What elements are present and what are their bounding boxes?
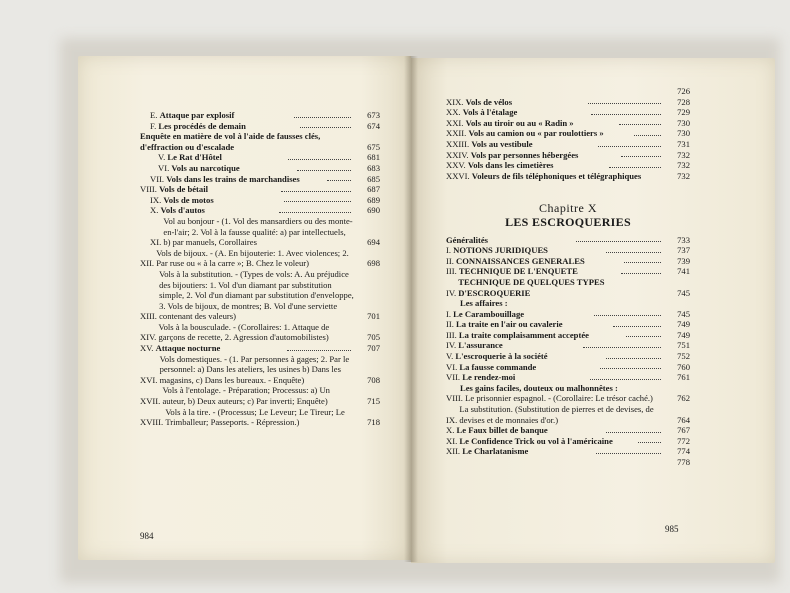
leader-dots xyxy=(284,201,351,202)
toc-page: 689 xyxy=(367,194,381,205)
toc-title: Le Faux billet de banque xyxy=(456,425,548,436)
toc-number: I. xyxy=(446,308,452,319)
toc-page: 739 xyxy=(677,255,691,266)
toc-title: Le rendez-moi xyxy=(462,372,516,383)
toc-title: TECHNIQUE DE L'ENQUETE xyxy=(458,266,578,277)
toc-page: 729 xyxy=(677,107,690,118)
toc-title: Vols dans les trains de marchandises xyxy=(166,173,300,184)
leader-dots xyxy=(613,326,661,327)
toc-section-label xyxy=(446,383,690,394)
toc-title: Vols de bétail xyxy=(159,184,208,195)
leader-dots xyxy=(583,347,661,348)
toc-title: Les gains faciles, douteux ou malhonnêtes : xyxy=(460,382,618,393)
toc-page: 687 xyxy=(367,184,381,195)
toc-entry xyxy=(140,385,380,406)
toc-entry xyxy=(446,404,690,425)
toc-page: 741 xyxy=(677,266,690,277)
toc-page: 728 xyxy=(677,96,691,107)
toc-entry xyxy=(446,340,690,351)
toc-number: IX. xyxy=(150,194,162,205)
toc-title: Vols de bijoux. - (A. En bijouterie: 1. Avec violences; 2. Par ruse ou « à la carre »; B. Chez le voleur) xyxy=(156,247,349,269)
toc-page: 730 xyxy=(677,117,691,128)
toc-title: Vols au narcotique xyxy=(171,162,240,173)
toc-number: XVII. xyxy=(140,396,161,407)
toc-page: 674 xyxy=(367,120,381,131)
toc-number: XI. xyxy=(446,435,458,446)
toc-number: I. xyxy=(446,245,452,256)
toc-number: XV. xyxy=(140,343,154,354)
chapter-heading: Chapitre X xyxy=(539,201,597,216)
toc-title: CONNAISSANCES GENERALES xyxy=(456,255,585,266)
leader-dots xyxy=(626,336,661,337)
toc-number: XX. xyxy=(446,107,461,118)
toc-title: L'escroquerie à la société xyxy=(455,351,548,362)
toc-number: VIII. xyxy=(446,393,463,404)
toc-title: La substitution. (Substitution de pierres et de devises, de devises et de monnaies d'or.) xyxy=(459,404,654,425)
toc-page: 752 xyxy=(677,351,691,362)
toc-title: Enquête en matière de vol à l'aide de fausses clés, d'effraction ou d'escalade xyxy=(140,131,321,152)
toc-entry xyxy=(446,150,690,161)
toc-entry xyxy=(446,235,690,246)
toc-title: Vols d'autos xyxy=(160,205,205,216)
toc-page: 683 xyxy=(367,162,381,173)
right-toc xyxy=(446,86,690,468)
toc-entry xyxy=(140,174,380,185)
toc-number: VI. xyxy=(158,162,170,173)
toc-entry xyxy=(140,121,380,132)
toc-title: Voleurs de fils téléphoniques et télégraphiques xyxy=(471,170,642,181)
toc-entry xyxy=(446,118,690,129)
toc-number: XII. xyxy=(140,258,155,269)
toc-entry xyxy=(446,266,690,277)
toc-page: 685 xyxy=(367,173,380,184)
toc-page: 772 xyxy=(677,435,690,446)
toc-entry xyxy=(446,107,690,118)
toc-entry xyxy=(446,351,690,362)
toc-number: XVIII. xyxy=(140,417,164,428)
toc-page: 774 xyxy=(677,446,690,457)
toc-page: 732 xyxy=(677,160,690,171)
toc-entry xyxy=(446,319,690,330)
toc-title: Attaque par explosif xyxy=(159,110,235,120)
toc-entry xyxy=(140,205,380,216)
toc-number: XXV. xyxy=(446,160,466,171)
toc-entry xyxy=(140,354,380,386)
toc-title: Vols au camion ou « par roulottiers » xyxy=(468,128,604,139)
toc-page: 731 xyxy=(677,138,691,149)
leader-dots xyxy=(300,127,351,128)
toc-number: VIII. xyxy=(140,184,157,195)
toc-number: XIV. xyxy=(140,332,157,343)
toc-page: 732 xyxy=(677,149,691,160)
toc-title: NOTIONS JURIDIQUES xyxy=(453,245,548,256)
toc-title: Le Confidence Trick ou vol à l'américaine xyxy=(459,435,613,446)
toc-entry xyxy=(446,330,690,341)
toc-entry xyxy=(446,86,690,97)
chapter-title: LES ESCROQUERIES xyxy=(505,214,631,229)
toc-page: 715 xyxy=(367,396,380,407)
toc-entry xyxy=(140,248,380,269)
toc-number: IV. xyxy=(446,340,457,351)
leader-dots xyxy=(621,273,661,274)
leader-dots xyxy=(619,124,661,125)
toc-page: 749 xyxy=(677,319,690,330)
leader-dots xyxy=(281,191,351,192)
toc-number: XXIV. xyxy=(446,149,469,160)
leader-dots xyxy=(327,180,351,181)
leader-dots xyxy=(590,379,661,380)
toc-page: 708 xyxy=(367,374,380,385)
toc-entry xyxy=(140,110,380,121)
toc-number: VI. xyxy=(446,361,458,372)
toc-title: La traite complaisamment acceptée xyxy=(458,329,589,340)
toc-number: XXIII. xyxy=(446,138,470,149)
toc-entry xyxy=(140,269,380,322)
toc-entry xyxy=(140,152,380,163)
toc-page: 762 xyxy=(677,393,690,404)
toc-entry xyxy=(446,160,690,171)
leader-dots xyxy=(288,159,351,160)
toc-entry xyxy=(446,128,690,139)
toc-number: XXII. xyxy=(446,128,467,139)
toc-title: Les affaires : xyxy=(460,298,508,309)
toc-entry xyxy=(446,372,690,383)
leader-dots xyxy=(638,442,661,443)
toc-page: 764 xyxy=(677,414,690,425)
toc-entry xyxy=(140,216,380,248)
toc-title: Vols par personnes hébergées xyxy=(470,149,579,160)
toc-title: Vols de motos xyxy=(163,194,214,205)
toc-entry xyxy=(446,256,690,267)
leader-dots xyxy=(606,252,661,253)
toc-number: XXVI. xyxy=(446,170,470,181)
toc-page: 718 xyxy=(367,417,380,428)
leader-dots xyxy=(297,170,351,171)
toc-page: 730 xyxy=(677,128,691,139)
toc-entry xyxy=(446,436,690,447)
toc-number: XVI. xyxy=(140,374,158,385)
toc-number: F. xyxy=(150,120,157,131)
leader-dots xyxy=(624,262,661,263)
toc-entry xyxy=(446,446,690,457)
toc-title: Le Carambouillage xyxy=(453,308,525,319)
toc-page: 737 xyxy=(677,245,690,256)
leader-dots xyxy=(294,117,351,118)
toc-page: 761 xyxy=(677,372,690,383)
toc-number: E. xyxy=(150,110,158,120)
toc-page: 749 xyxy=(677,329,691,340)
toc-number: III. xyxy=(446,329,457,340)
toc-entry xyxy=(140,184,380,195)
toc-section-label xyxy=(446,298,690,309)
toc-title: TECHNIQUE DE QUELQUES TYPES D'ESCROQUERIE xyxy=(458,276,605,298)
leader-dots xyxy=(588,103,661,104)
toc-number: VII. xyxy=(150,173,165,184)
toc-number: IV. xyxy=(446,287,457,298)
toc-entry xyxy=(446,457,690,468)
leader-dots xyxy=(594,315,661,316)
toc-title: Vols domestiques. - (1. Par personnes à gages; 2. Par le personnel: a) Dans les ateliers, les usines b) Dans les magasins, c) Dans les bureaux. - Enquête) xyxy=(159,353,350,385)
toc-page: 726 xyxy=(677,86,690,96)
toc-entry xyxy=(140,163,380,174)
toc-title: Vols au vestibule xyxy=(471,138,533,149)
leader-dots xyxy=(576,241,661,242)
toc-page: 707 xyxy=(367,343,380,354)
toc-page: 673 xyxy=(367,110,380,120)
toc-number: X. xyxy=(150,205,159,216)
toc-title: Vols à la tire. - (Processus; Le Leveur; Le Tireur; Le Trimballeur; Passeports. - Répression.) xyxy=(165,406,345,428)
toc-page: 745 xyxy=(677,308,691,319)
left-page-number: 984 xyxy=(140,531,154,541)
leader-dots xyxy=(621,156,661,157)
toc-page: 681 xyxy=(367,152,381,163)
toc-page: 760 xyxy=(677,361,690,372)
toc-entry xyxy=(446,245,690,256)
toc-page: 675 xyxy=(367,141,380,152)
toc-title: Vols à l'entolage. - Préparation; Processus: a) Un auteur, b) Deux auteurs; c) Par inverti; Enquête) xyxy=(162,385,330,407)
toc-number: V. xyxy=(158,152,166,163)
right-page-number: 985 xyxy=(665,524,679,534)
toc-page: 732 xyxy=(677,170,690,181)
toc-title: Les procédés de demain xyxy=(158,120,246,131)
toc-page: 690 xyxy=(367,205,381,216)
toc-entry xyxy=(446,362,690,373)
toc-entry xyxy=(446,97,690,108)
leader-dots xyxy=(600,368,661,369)
toc-title: Le prisonnier espagnol. - (Corollaire: Le trésor caché.) xyxy=(465,393,653,404)
toc-entry xyxy=(446,139,690,150)
toc-number: IX. xyxy=(446,414,458,425)
toc-page: 745 xyxy=(677,287,690,298)
left-toc xyxy=(140,110,380,428)
leader-dots xyxy=(606,358,661,359)
toc-entry xyxy=(446,309,690,320)
toc-title: Attaque nocturne xyxy=(155,343,221,354)
toc-number: II. xyxy=(446,319,454,330)
leader-dots xyxy=(634,135,661,136)
toc-page: 751 xyxy=(677,340,691,351)
toc-page: 698 xyxy=(367,258,380,269)
toc-page: 778 xyxy=(677,457,690,467)
leader-dots xyxy=(279,212,351,213)
toc-title: La traite en l'air ou cavalerie xyxy=(456,319,563,330)
toc-title: L'assurance xyxy=(458,340,503,351)
toc-number: XIX. xyxy=(446,96,464,107)
toc-page: 767 xyxy=(677,425,691,436)
toc-title: Le Rat d'Hôtel xyxy=(167,152,222,163)
leader-dots xyxy=(591,114,661,115)
leader-dots xyxy=(596,453,661,454)
toc-entry xyxy=(140,195,380,206)
toc-page: 694 xyxy=(367,237,380,248)
toc-entry xyxy=(446,425,690,436)
toc-title: Vols au tiroir ou au « Radin » xyxy=(465,117,574,128)
toc-number: V. xyxy=(446,351,454,362)
toc-entry xyxy=(140,131,380,152)
book-gutter xyxy=(404,56,418,562)
toc-number: XI. xyxy=(150,237,162,248)
toc-title: Le Charlatanisme xyxy=(462,446,529,457)
toc-title: La fausse commande xyxy=(459,361,537,372)
toc-title: Vols à la bousculade. - (Corollaires: 1. Attaque de garçons de recette, 2. Agression d'automobilistes) xyxy=(158,321,330,343)
toc-title: Généralités xyxy=(446,234,488,245)
toc-page: 701 xyxy=(367,311,380,322)
toc-title: Vols dans les cimetières xyxy=(467,160,554,171)
toc-entry xyxy=(140,343,380,354)
toc-title: Vol au bonjour - (1. Vol des mansardiers ou des monte-en-l'air; 2. Vol à la fausse qualité: a) par intellectuels, b) par manuels, Corollaires xyxy=(163,215,353,248)
toc-number: XXI. xyxy=(446,117,464,128)
toc-page: 705 xyxy=(367,332,380,343)
leader-dots xyxy=(598,146,661,147)
toc-title: Vols à la substitution. - (Types de vols: A. Au préjudice des bijoutiers: 1. Vol d'un diamant par substitution simple, 2. Vol d'un diamant par substitution d'enveloppe, 3. Vols de bijoux, de montres; B. Vol d'une serviette contenant des valeurs) xyxy=(159,268,354,322)
toc-title: Vols à l'étalage xyxy=(462,107,518,118)
toc-entry xyxy=(446,393,690,404)
leader-dots xyxy=(609,167,661,168)
leader-dots xyxy=(287,350,351,351)
toc-entry xyxy=(140,322,380,343)
toc-page: 733 xyxy=(677,234,690,245)
toc-number: XIII. xyxy=(140,311,157,322)
toc-title: Vols de vélos xyxy=(465,96,513,107)
toc-number: XII. xyxy=(446,446,461,457)
leader-dots xyxy=(606,432,661,433)
toc-number: III. xyxy=(446,266,457,277)
toc-entry xyxy=(446,277,690,298)
toc-entry xyxy=(446,171,690,182)
toc-number: II. xyxy=(446,255,454,266)
toc-number: X. xyxy=(446,425,455,436)
toc-number: VII. xyxy=(446,372,461,383)
toc-entry xyxy=(140,407,380,428)
